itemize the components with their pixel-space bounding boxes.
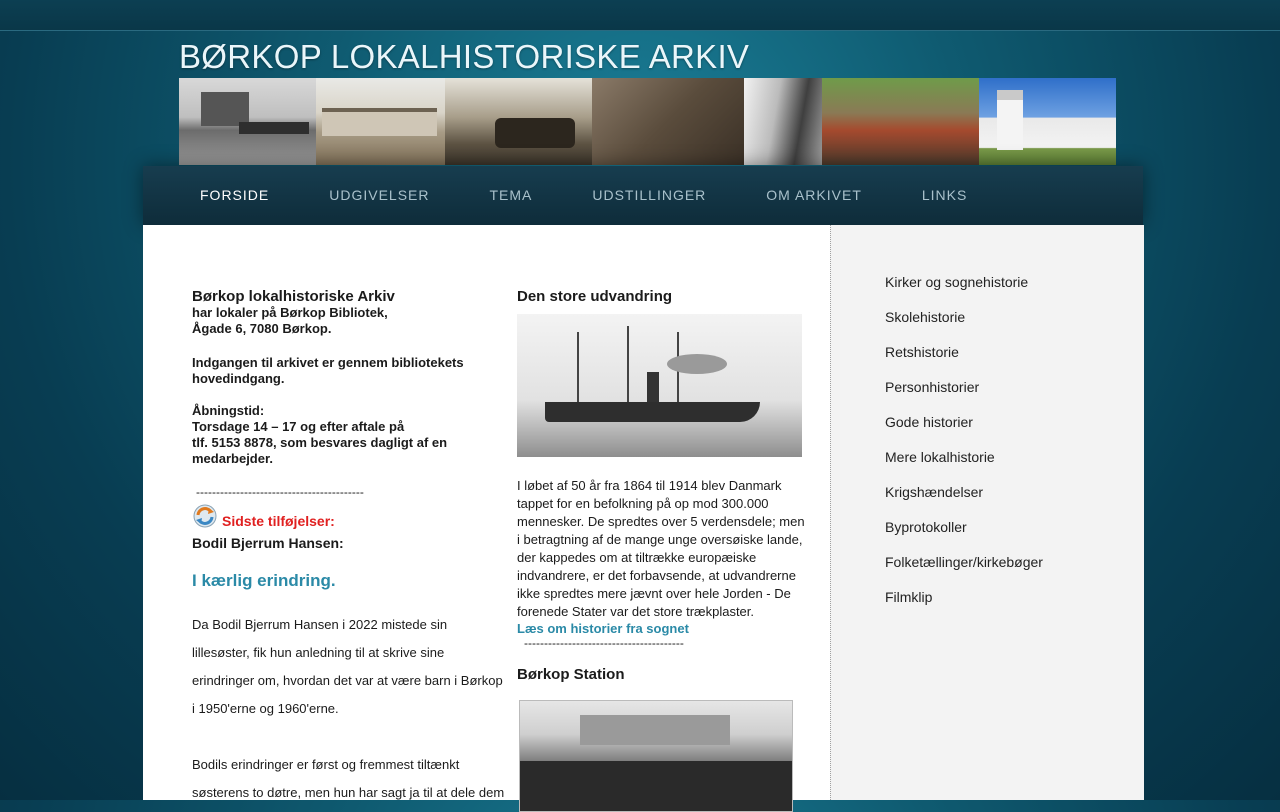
site-title: BØRKOP LOKALHISTORISKE ARKIV (179, 38, 750, 75)
sidebar-link-filmklip[interactable]: Filmklip (885, 589, 933, 605)
banner-photo-horse-cart (445, 78, 592, 165)
middle-column (517, 288, 807, 812)
hours-line-2: tlf. 5153 8878, som besvares dagligt af en medarbejder. (192, 435, 448, 466)
sidebar-link-krigshaendelser[interactable]: Krigshændelser (885, 484, 984, 500)
banner-photo-railway-station (179, 78, 316, 165)
banner-photo-watermill (822, 78, 979, 165)
banner-photo-railway-track (744, 78, 822, 165)
steamship-image (517, 314, 802, 457)
sidebar-link-kirker[interactable]: Kirker og sognehistorie (885, 274, 1029, 290)
station-heading: Børkop Station (517, 666, 625, 683)
banner-photo-church (979, 78, 1116, 165)
sidebar-link-skolehistorie[interactable]: Skolehistorie (885, 309, 966, 325)
article-title-link[interactable]: I kærlig erindring. (192, 571, 336, 590)
latest-additions-label: Sidste tilføjelser: (222, 513, 335, 529)
parish-stories-link[interactable]: Læs om historier fra sognet (517, 621, 689, 636)
sidebar-link-folketaellinger[interactable]: Folketællinger/kirkebøger (885, 554, 1043, 570)
archive-heading: Børkop lokalhistoriske Arkiv (192, 288, 395, 305)
emigration-heading: Den store udvandring (517, 288, 673, 305)
hours-line-1: Torsdage 14 – 17 og efter aftale på (192, 419, 405, 434)
banner-photo-aerial (592, 78, 744, 165)
nav-item-udstillinger[interactable]: UDSTILLINGER (592, 187, 707, 203)
header-banner (179, 78, 1116, 165)
sidebar-link-gode-historier[interactable]: Gode historier (885, 414, 973, 430)
author-name: Bodil Bjerrum Hansen: (192, 535, 344, 551)
refresh-icon (192, 503, 218, 529)
banner-photo-houses (316, 78, 445, 165)
divider-middle: ---------------------------------------- (524, 636, 684, 650)
top-bar (0, 0, 1280, 31)
left-column (192, 288, 507, 807)
nav-item-udgivelser[interactable]: UDGIVELSER (329, 187, 430, 203)
article-paragraph-2: Bodils erindringer er først og fremmest tiltænkt søsterens to døtre, men hun har sagt ja til at dele dem (192, 757, 505, 800)
nav-item-forside[interactable]: FORSIDE (200, 187, 270, 203)
article-paragraph-1: Da Bodil Bjerrum Hansen i 2022 mistede sin lillesøster, fik hun anledning til at skrive sine erindringer om, hvordan det var at være barn i Børkop i 1950'erne og 1960'erne. (192, 617, 503, 716)
emigration-text: I løbet af 50 år fra 1864 til 1914 blev Danmark tappet for en befolkning på op mod 300.000 mennesker. De spredtes over 5 verdensdele; men i betragtning af de mange unge oversøiske lande, der kappedes om at tiltrække europæiske indvandrere, er det forbavsende, at udvandrerne ikke spredtes mere jævnt over hele Jorden - De forenede Stater var det store trækplaster. (517, 478, 805, 619)
divider-left: ------------------------------------------ (196, 485, 364, 499)
entrance-text: Indgangen til arkivet er gennem bibliotekets hovedindgang. (192, 355, 464, 386)
nav-item-links[interactable]: LINKS (921, 187, 968, 203)
address-line-2: Ågade 6, 7080 Børkop. (192, 321, 332, 336)
sidebar-link-retshistorie[interactable]: Retshistorie (885, 344, 959, 360)
main-navigation (143, 166, 1143, 225)
sidebar-link-personhistorier[interactable]: Personhistorier (885, 379, 980, 395)
sidebar (830, 225, 1144, 800)
sidebar-link-mere-lokalhistorie[interactable]: Mere lokalhistorie (885, 449, 995, 465)
station-photo (519, 700, 793, 812)
hours-label: Åbningstid: (192, 403, 265, 418)
address-line-1: har lokaler på Børkop Bibliotek, (192, 305, 388, 320)
sidebar-link-byprotokoller[interactable]: Byprotokoller (885, 519, 967, 535)
nav-item-om-arkivet[interactable]: OM ARKIVET (766, 187, 862, 203)
nav-item-tema[interactable]: TEMA (489, 187, 533, 203)
